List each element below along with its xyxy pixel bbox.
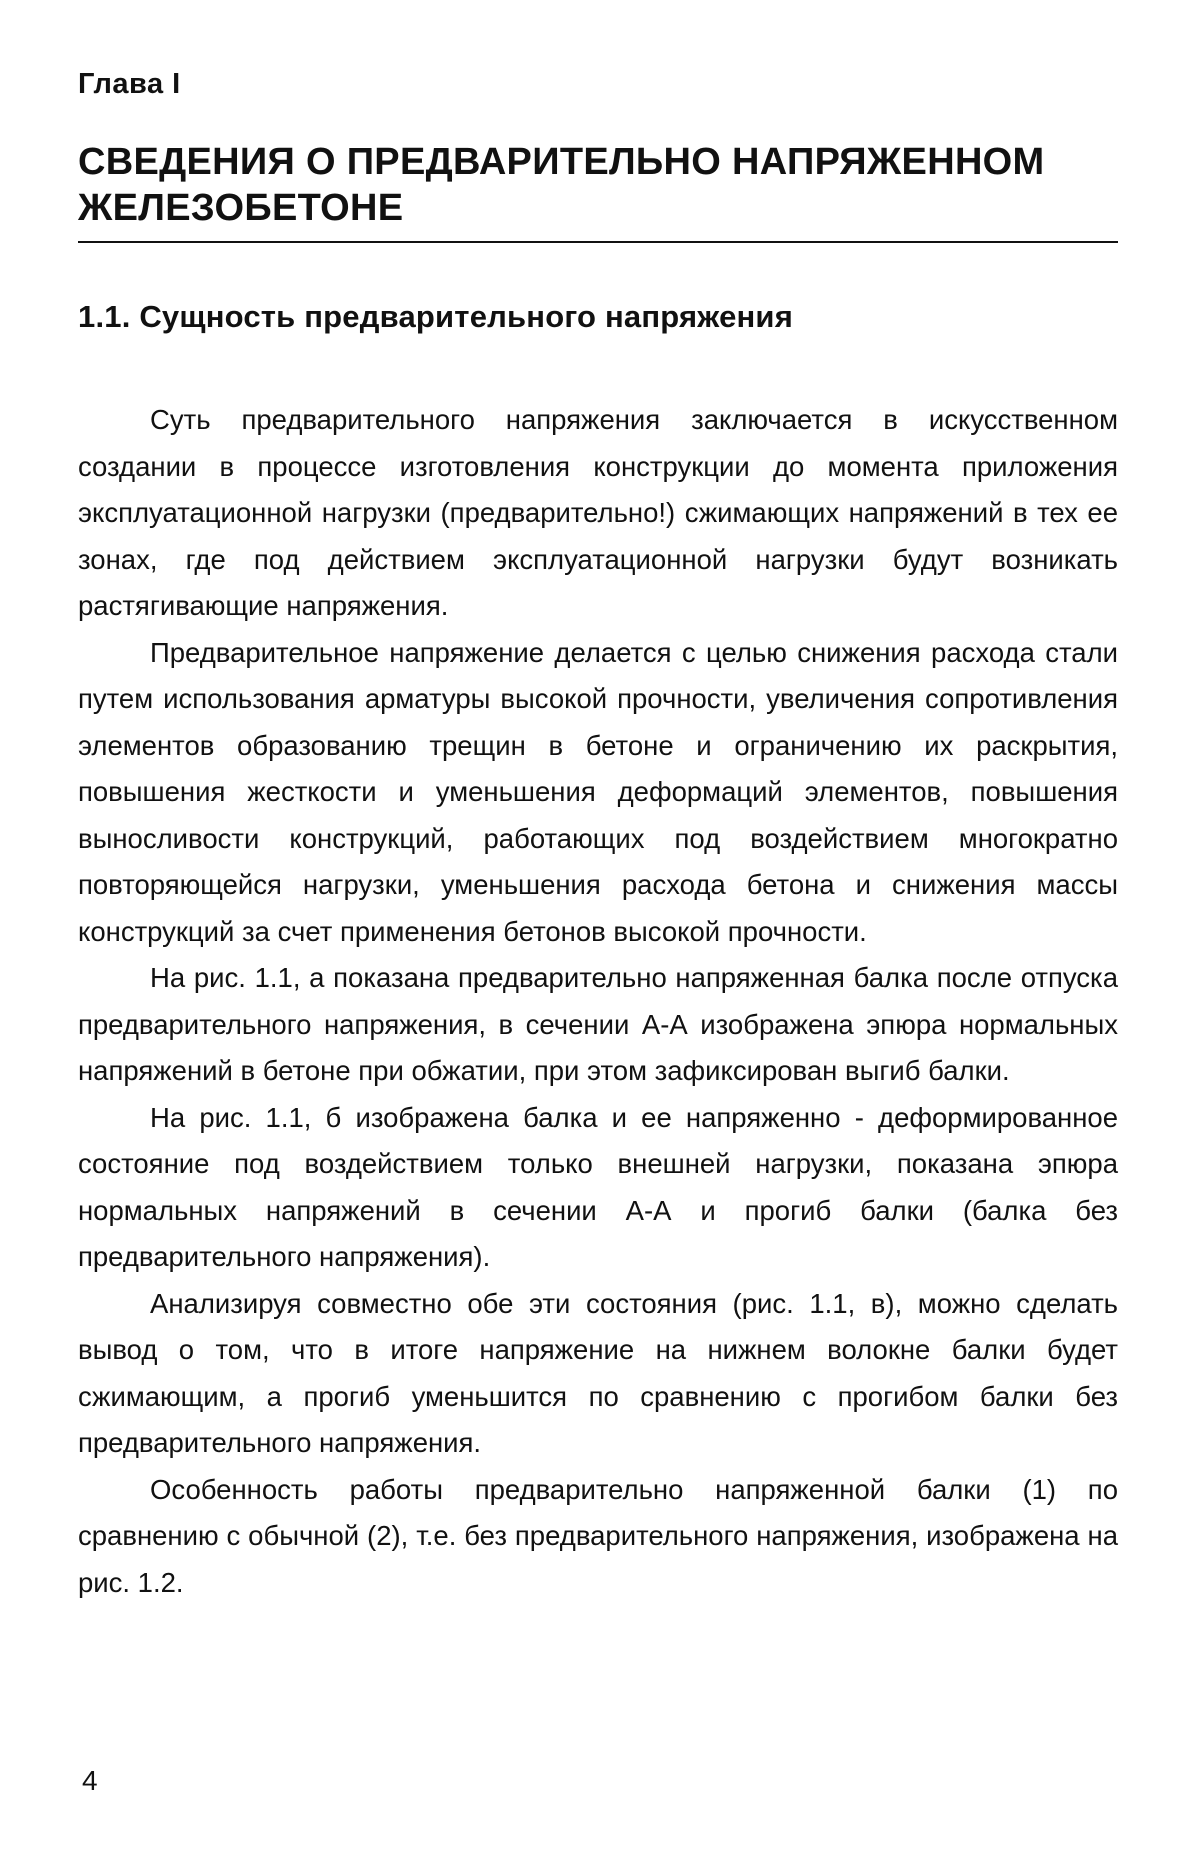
paragraph: Предварительное напряжение делается с целью снижения расхода стали путем использования арматуры высокой прочности, увеличения сопротивления элементов образованию трещин в бетоне и ограничению их раскрытия, повышения жесткости и уменьшения деформаций элементов, повышения выносливости конструкций, работающих под воздействием многократно повторяющейся нагрузки, уменьшения расхода бетона и снижения массы конструкций за счет применения бетонов высокой прочности.: [78, 636, 1118, 947]
chapter-title-line-1: СВЕДЕНИЯ О ПРЕДВАРИТЕЛЬНО НАПРЯЖЕННОМ: [78, 141, 1045, 183]
paragraph: Суть предварительного напряжения заключается в искусственном создании в процессе изготовления конструкции до момента приложения эксплуатационной нагрузки (предварительно!) сжимающих напряжений в тех ее зонах, где под действием эксплуатационной нагрузки будут возникать растягивающие напряжения.: [78, 404, 1118, 621]
paragraph: На рис. 1.1, а показана предварительно напряженная балка после отпуска предварительного напряжения, в сечении А-А изображена эпюра нормальных напряжений в бетоне при обжатии, при этом зафиксирован выгиб балки.: [78, 962, 1118, 1086]
chapter-label: Глава I: [78, 68, 181, 100]
body-text: [78, 397, 1118, 1606]
chapter-title-line-2: ЖЕЛЕЗОБЕТОНЕ: [78, 187, 404, 229]
chapter-title: [78, 139, 1118, 243]
paragraph: На рис. 1.1, б изображена балка и ее напряженно - деформированное состояние под воздействием только внешней нагрузки, показана эпюра нормальных напряжений в сечении А-А и прогиб балки (балка без предварительного напряжения).: [78, 1101, 1118, 1272]
paragraph: Особенность работы предварительно напряженной балки (1) по сравнению с обычной (2), т.е. без предварительного напряжения, изображена на рис. 1.2.: [78, 1473, 1118, 1598]
page-content: [78, 58, 1118, 1606]
paragraph: Анализируя совместно обе эти состояния (рис. 1.1, в), можно сделать вывод о том, что в итоге напряжение на нижнем волокне балки будет сжимающим, а прогиб уменьшится по сравнению с прогибом балки без предварительного напряжения.: [78, 1287, 1118, 1458]
page-number: 4: [82, 1765, 98, 1796]
section-title: 1.1. Сущность предварительного напряжения: [78, 299, 793, 334]
